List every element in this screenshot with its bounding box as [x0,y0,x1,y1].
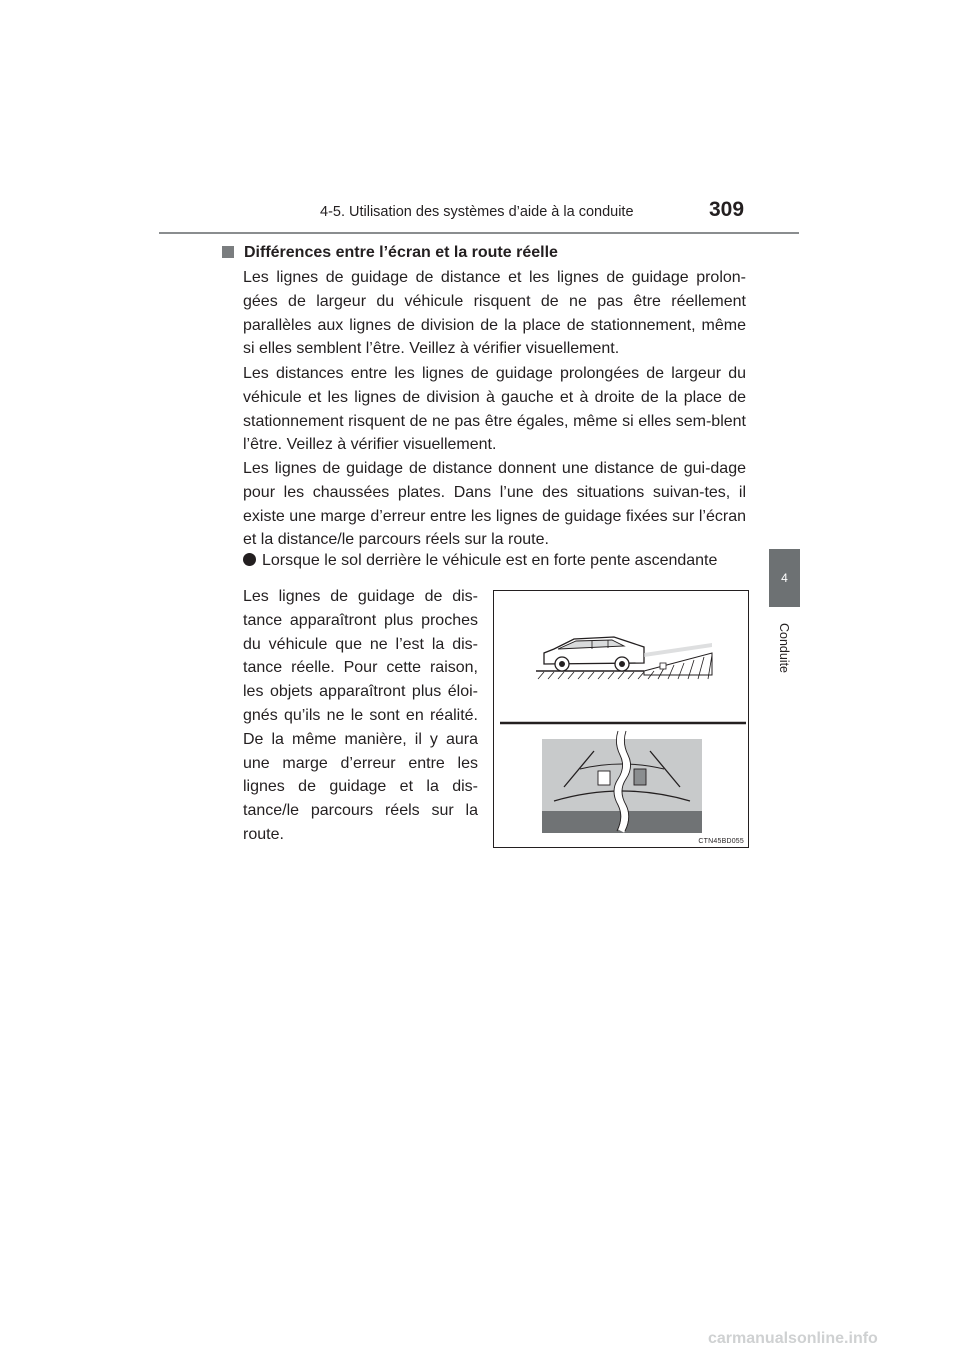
slope-illustration [494,591,750,849]
bullet-dot-icon [243,553,256,566]
chapter-label [764,616,804,680]
page-number: 309 [709,198,745,221]
paragraph-1: Les lignes de guidage de distance et les lignes de guidage prolon-gées de largeur du véhicule risquent de ne pas être réellement parallèles aux lignes de division de la place de stationnement, même si elles semblent l’être. Veillez à vérifier visuellement. [243,269,746,358]
paragraph-3: Les lignes de guidage de distance donnent une distance de gui-dage pour les chaussées plates. Dans l’une des situations suivan-tes, il existe une marge d’erreur entre les lignes de guidage fixées sur l’écran et la distance/le parcours réels sur la route. [243,460,746,549]
chapter-label-text: Conduite [777,622,792,674]
paragraph-2: Les distances entre les lignes de guidage prolongées de largeur du véhicule et les lignes de division à gauche et à droite de la place de stationnement risquent de ne pas être égales, même si elles sem-blent l’être. Veillez à vérifier visuellement. [243,365,746,454]
car-on-slope-drawing [536,637,712,679]
header-section-title: 4-5. Utilisation des systèmes d’aide à la conduite [320,204,634,220]
section-heading-text: Différences entre l’écran et la route réelle [244,244,558,261]
heading-square-icon [222,246,234,258]
header-rule [159,232,799,234]
camera-screen-drawing [542,731,702,833]
figure-code: CTN45BD055 [698,838,744,845]
section-heading [222,244,558,262]
bullet-explanation: Les lignes de guidage de dis-tance apparaîtront plus proches du véhicule que ne l’est la dis-tance réelle. Pour cette raison, les objets apparaîtront plus éloi-gnés qu’ils ne le sont en réalité. De la même manière, il y aura une marge d’erreur entre les lignes de guidage et la dis-tance/le parcours réels sur la route. [243,588,478,843]
watermark: carmanualsonline.info [708,1330,878,1347]
bullet-item [243,549,763,573]
chapter-tab: 4 [769,549,800,607]
illustration-figure [493,590,749,848]
bullet-text: Lorsque le sol derrière le véhicule est en forte pente ascendante [262,552,718,569]
